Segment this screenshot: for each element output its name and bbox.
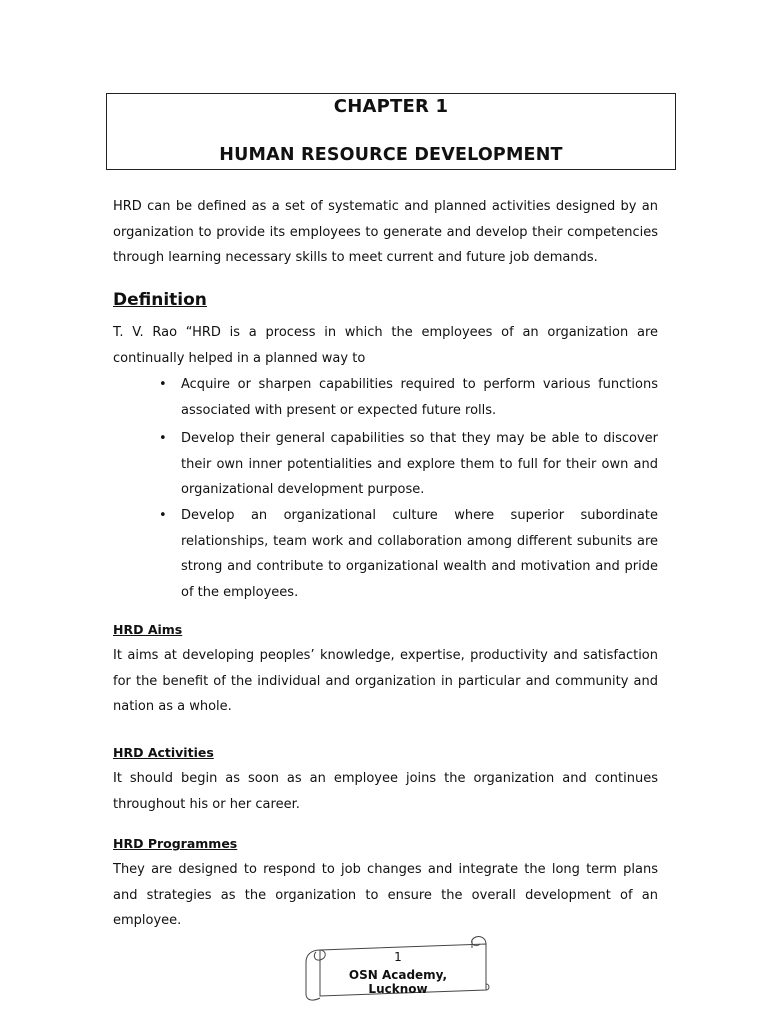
- programmes-heading: HRD Programmes: [113, 836, 238, 851]
- definition-bullet-1: Acquire or sharpen capabilities required to perform various functions associated with present or expected future rolls.: [181, 377, 658, 418]
- definition-heading: Definition: [113, 290, 207, 310]
- definition-paragraph: T. V. Rao “HRD is a process in which the employees of an organization are continually helped in a planned way to: [113, 325, 658, 366]
- definition-bullet-3: Develop an organizational culture where superior subordinate relationships, team work and collaboration among different subunits are strong and contribute to organizational wealth and motivation and pride of the employees.: [181, 508, 658, 600]
- chapter-title: HUMAN RESOURCE DEVELOPMENT: [219, 145, 563, 165]
- activities-paragraph: It should begin as soon as an employee joins the organization and continues throughout his or her career.: [113, 771, 658, 812]
- footer-label: OSN Academy, Lucknow: [348, 968, 448, 996]
- bullet-icon: •: [159, 377, 167, 392]
- bullet-icon: •: [159, 431, 167, 446]
- activities-heading: HRD Activities: [113, 745, 214, 760]
- aims-paragraph: It aims at developing peoples’ knowledge, expertise, productivity and satisfaction for the benefit of the individual and organization in particular and community and nation as a whole.: [113, 648, 658, 715]
- bullet-icon: •: [159, 508, 167, 523]
- definition-bullet-2: Develop their general capabilities so that they may be able to discover their own inner potentialities and explore them to full for their own and organizational development purpose.: [181, 431, 658, 498]
- chapter-title-box: [106, 93, 676, 170]
- chapter-number: CHAPTER 1: [333, 96, 449, 117]
- programmes-paragraph: They are designed to respond to job changes and integrate the long term plans and strategies as the organization to ensure the overall development of an employee.: [113, 862, 658, 929]
- aims-heading: HRD Aims: [113, 622, 183, 637]
- page-number: 1: [394, 950, 402, 964]
- intro-paragraph: HRD can be defined as a set of systematic and planned activities designed by an organization to provide its employees to generate and develop their competencies through learning necessary skills to meet current and future job demands.: [113, 199, 658, 266]
